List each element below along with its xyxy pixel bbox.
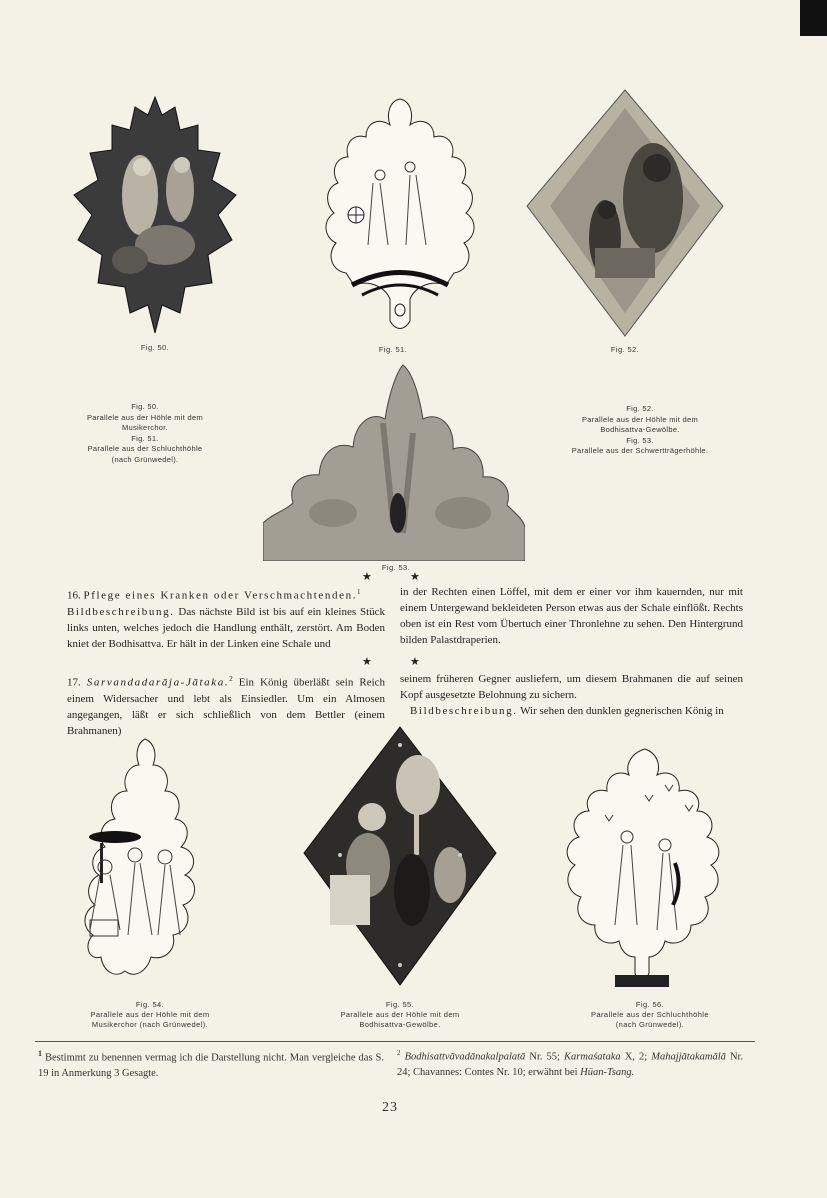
figure-52-image [525,88,725,338]
footnote-2-text: Nr. 55; [529,1051,560,1063]
footnote-2-ref: Mahajjātakamālā [651,1051,726,1063]
section-16-right-text: in der Rechten einen Löffel, mit dem er einer vor ihm kauernden, nur mit einem Untergewand bekleideten Person etwas aus der Schale einflößt. Rechts oben ist ein Rest vom Übertuch einer Thronlehne zu sehen. Den Hintergrund bilden Palastdraperien. [400,586,743,646]
side-caption-left [60,402,230,465]
figure-52-label: Fig. 52. [610,345,640,354]
section-17-label: Bildbeschreibung. [410,705,518,717]
footnote-2-ref: Karmaśataka [564,1051,621,1063]
footnote-1-text: Bestimmt zu benennen vermag ich die Darstellung nicht. Man vergleiche das S. 19 in Anmerkung 3 Gesagte. [38,1052,385,1079]
side-caption-left-line: Musikerchor. [121,423,169,432]
figure-55-caption-line: Bodhisattva-Gewölbe. [359,1020,441,1029]
footnote-ref-1: 1 [357,588,361,596]
section-17-number: 17. [67,676,81,689]
section-17-right-text-2: Wir sehen den dunklen gegnerischen König in [520,705,724,717]
corner-mark [800,0,827,36]
section-16-title: Pflege eines Kranken oder Verschmachtenden. [83,589,358,602]
side-caption-left-line: Parallele aus der Schluchthöhle [87,444,203,453]
figure-53-label: Fig. 53. [381,563,411,572]
section-16-left-text: Das nächste Bild ist bis auf ein kleines Stück links unten, welches jedoch die Handlung enthält, zerstört. Am Boden kniet der Bodhisattva. Er hält in der Linken eine Schale und [67,605,386,650]
figure-55-label: Fig. 55. [385,1000,415,1009]
figure-55-image [300,725,500,987]
footnote-rule [35,1041,755,1042]
figure-54-label: Fig. 54. [135,1000,165,1009]
section-16-left-column [67,584,385,652]
section-16-right-column [400,584,743,648]
page-number: 23 [382,1100,398,1115]
footnote-2 [397,1046,743,1080]
side-caption-right-line: Bodhisattva-Gewölbe. [600,425,680,434]
figure-51-image [318,95,482,340]
side-caption-left-line: Fig. 50. [131,402,159,411]
figure-55-caption-line: Parallele aus der Höhle mit dem [340,1010,460,1019]
section-16-number: 16. [67,589,81,602]
footnote-2-text: X, 2; [624,1051,648,1063]
figure-53-image [263,363,525,561]
section-16-label: Bildbeschreibung. [67,605,175,618]
footnote-2-ref: Bodhisattvāvadānakalpalatā [404,1051,526,1063]
figure-50-label: Fig. 50. [140,343,170,352]
section-17-right-column [400,671,743,719]
section-star: ★ [362,570,372,583]
figure-51-label: Fig. 51. [378,345,408,354]
side-caption-right-line: Parallele aus der Schwertträgerhöhle. [571,446,709,455]
side-caption-right-line: Fig. 53. [626,435,654,445]
footnote-2-ref: Hüan-Tsang. [580,1066,635,1078]
footnote-1-mark: 1 [38,1049,42,1058]
side-caption-right-line: Parallele aus der Höhle mit dem [581,414,699,424]
section-star: ★ [410,655,420,668]
side-caption-left-line: Parallele aus der Höhle mit dem [86,412,204,422]
footnote-ref-2: 2 [229,675,233,683]
section-17-right-text: seinem früheren Gegner ausliefern, um diesem Brahmanen die auf seinen Kopf ausgesetzte Belohnung zu sichern. [400,673,743,701]
footnote-2-text: Nr. 24; Chavannes: Contes Nr. 10; erwähnt bei [397,1051,744,1078]
section-17-left-text: Ein König überläßt sein Reich einem Widersacher und lebt als Einsiedler. Um ein Almosen angegangen, läßt er sich schließlich von dem Bettler (einem Brahmanen) [67,676,386,737]
side-caption-right-line: Fig. 52. [626,404,654,413]
figure-54-caption-line: Parallele aus der Höhle mit dem [90,1010,210,1019]
figure-56-caption [540,1000,760,1030]
figure-56-image [565,745,725,990]
section-star: ★ [362,655,372,668]
side-caption-left-line: (nach Grünwedel). [111,454,179,464]
footnote-1 [38,1046,384,1081]
figure-55-caption [290,1000,510,1030]
figure-56-label: Fig. 56. [635,1000,665,1009]
figure-54-caption-line: Musikerchor (nach Grünwedel). [91,1020,209,1029]
side-caption-right [552,404,728,457]
section-star: ★ [410,570,420,583]
section-17-title: Sarvandadarāja-Jātaka. [86,676,230,689]
figure-56-caption-line: Parallele aus der Schluchthöhle [591,1010,709,1019]
side-caption-left-line: Fig. 51. [131,433,159,443]
figure-56-caption-line: (nach Grünwedel). [615,1020,685,1029]
figure-54-image [60,725,210,995]
footnote-2-mark: 2 [397,1049,401,1057]
figure-54-caption [40,1000,260,1030]
figure-50-image [70,95,240,335]
